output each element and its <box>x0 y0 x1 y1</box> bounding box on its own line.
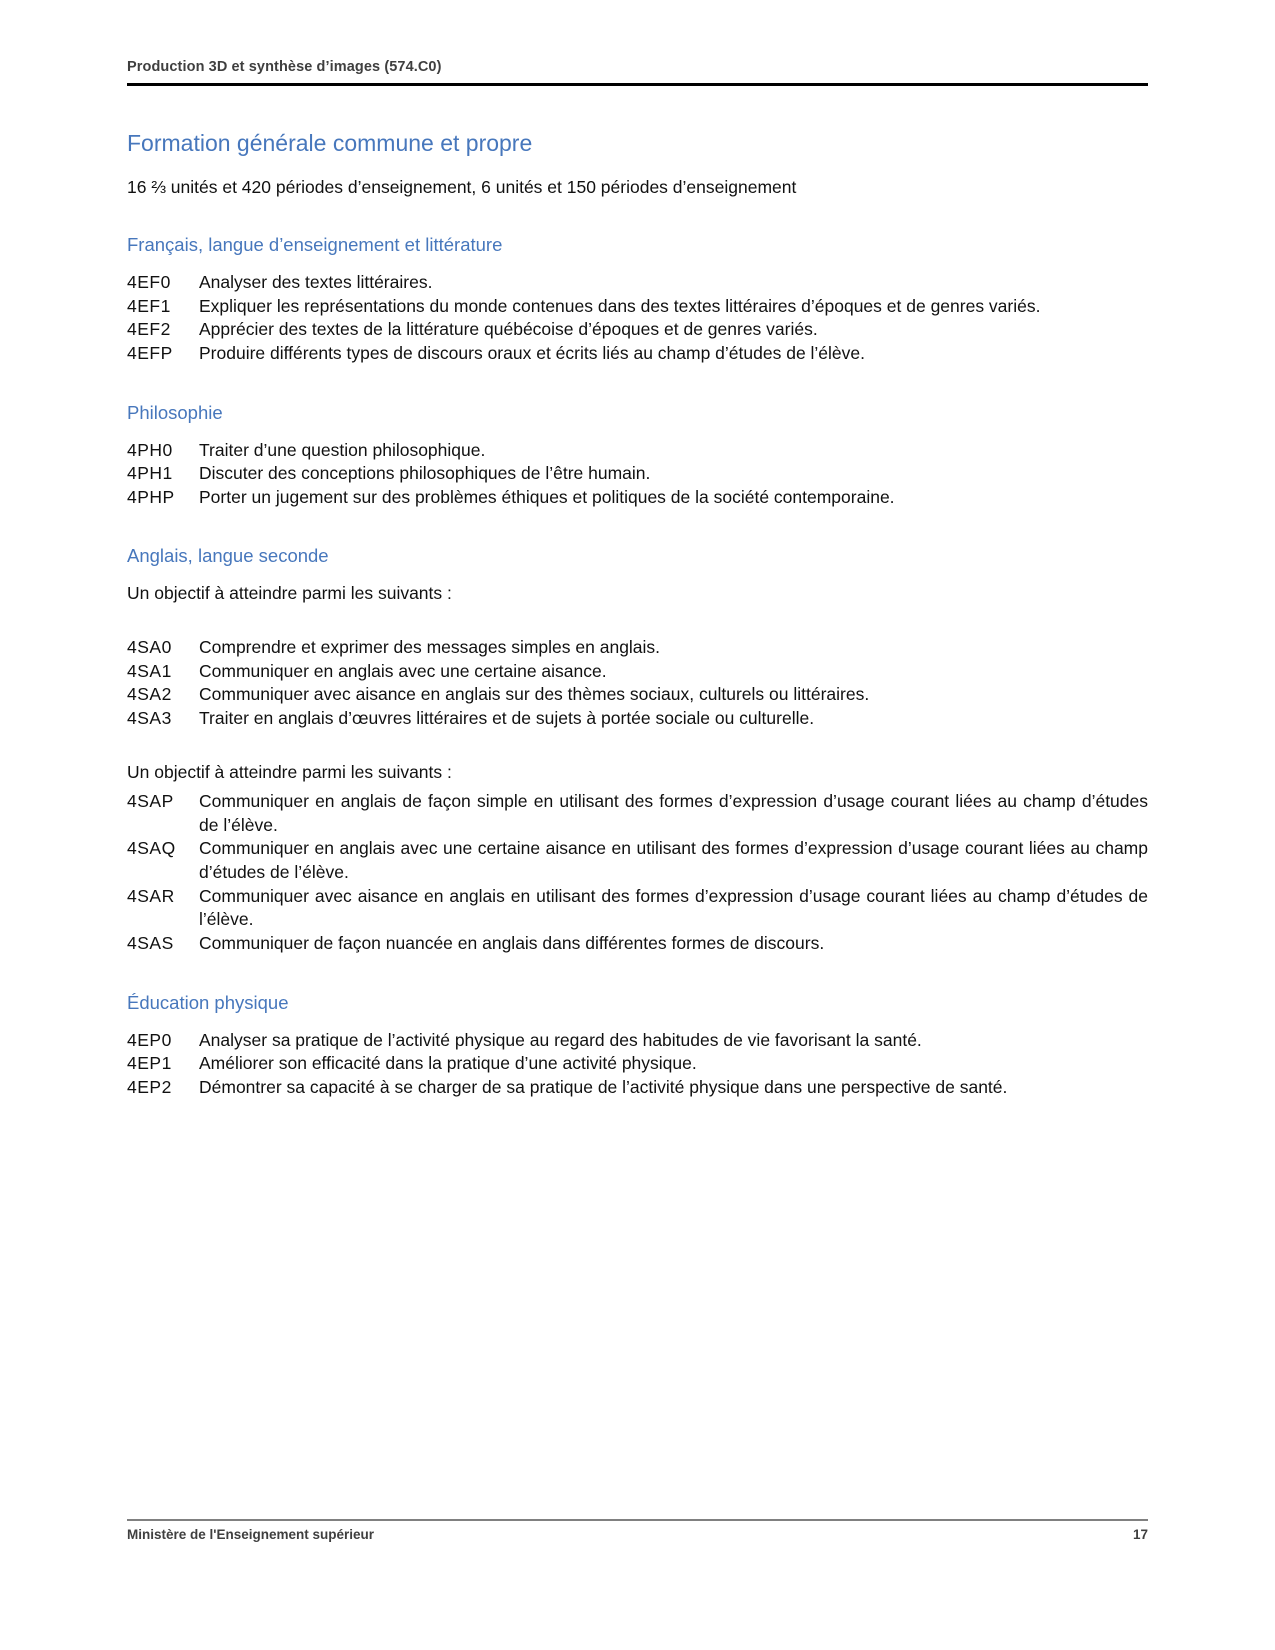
course-row <box>127 707 1148 731</box>
section <box>127 545 1148 955</box>
footer-page-number: 17 <box>1132 1527 1148 1542</box>
course-description: Améliorer son efficacité dans la pratique d’une activité physique. <box>199 1053 697 1074</box>
course-row <box>127 486 1148 510</box>
footer-ministry-label: Ministère de l'Enseignement supérieur <box>127 1527 375 1542</box>
course-description: Porter un jugement sur des problèmes éthiques et politiques de la société contemporaine. <box>199 486 895 507</box>
course-row <box>127 462 1148 486</box>
section <box>127 234 1148 366</box>
section-heading: Anglais, langue seconde <box>127 545 329 567</box>
course-list <box>127 790 1148 955</box>
course-description: Discuter des conceptions philosophiques de l’être humain. <box>199 463 651 484</box>
course-description: Analyser des textes littéraires. <box>199 272 433 292</box>
course-list <box>127 1029 1148 1100</box>
page-footer <box>127 1519 1148 1542</box>
section <box>127 402 1148 510</box>
course-row <box>127 271 1148 295</box>
course-row <box>127 837 1148 884</box>
course-description: Traiter en anglais d’œuvres littéraires et de sujets à portée sociale ou culturelle. <box>199 707 815 728</box>
sections <box>127 234 1148 1099</box>
course-row <box>127 318 1148 342</box>
course-code: 4EF2 <box>127 319 171 340</box>
course-code: 4EF0 <box>127 272 171 292</box>
course-row <box>127 439 1148 463</box>
page-header <box>127 58 1148 86</box>
course-code: 4SA2 <box>127 684 172 705</box>
course-description: Communiquer en anglais avec une certaine aisance en utilisant des formes d’expression d’usage courant liées au champ d’études de l’élève. <box>199 838 1148 882</box>
course-code: 4EF1 <box>127 295 171 316</box>
objective-intro-paragraph: Un objectif à atteindre parmi les suivants : <box>127 583 452 604</box>
course-description: Communiquer de façon nuancée en anglais dans différentes formes de discours. <box>199 932 825 953</box>
course-description: Communiquer avec aisance en anglais sur des thèmes sociaux, culturels ou littéraires. <box>199 684 870 705</box>
course-list <box>127 636 1148 731</box>
course-description: Analyser sa pratique de l’activité physique au regard des habitudes de vie favorisant la santé. <box>199 1029 922 1050</box>
course-code: 4EP1 <box>127 1053 172 1074</box>
course-description: Démontrer sa capacité à se charger de sa pratique de l’activité physique dans une perspective de santé. <box>199 1076 1008 1097</box>
course-code: 4EFP <box>127 342 173 363</box>
course-code: 4SAR <box>127 885 175 906</box>
course-code: 4SA3 <box>127 707 172 728</box>
course-description: Communiquer en anglais de façon simple en utilisant des formes d’expression d’usage courant liées au champ d’études de l’élève. <box>199 791 1148 835</box>
page-subtitle: 16 ⅔ unités et 420 périodes d’enseignement, 6 unités et 150 périodes d’enseignement <box>127 177 797 197</box>
course-list <box>127 439 1148 510</box>
course-row <box>127 683 1148 707</box>
objective-intro-paragraph: Un objectif à atteindre parmi les suivants : <box>127 761 452 782</box>
course-row <box>127 1029 1148 1053</box>
course-row <box>127 295 1148 319</box>
course-row <box>127 342 1148 366</box>
course-code: 4SAS <box>127 932 174 953</box>
section-heading: Éducation physique <box>127 991 289 1013</box>
course-code: 4SAQ <box>127 838 176 859</box>
header-title: Production 3D et synthèse d’images (574.C0) <box>127 59 442 75</box>
course-description: Comprendre et exprimer des messages simples en anglais. <box>199 637 661 657</box>
course-row <box>127 1076 1148 1100</box>
course-description: Apprécier des textes de la littérature québécoise d’époques et de genres variés. <box>199 319 818 340</box>
course-row <box>127 660 1148 684</box>
course-description: Communiquer en anglais avec une certaine aisance. <box>199 660 607 681</box>
course-code: 4PH0 <box>127 439 173 460</box>
course-list <box>127 271 1148 366</box>
section-heading: Français, langue d’enseignement et littérature <box>127 234 503 255</box>
course-code: 4SA0 <box>127 637 172 657</box>
course-row <box>127 885 1148 932</box>
course-code: 4EP0 <box>127 1029 172 1050</box>
section <box>127 992 1148 1100</box>
course-code: 4PH1 <box>127 463 173 484</box>
course-row <box>127 932 1148 956</box>
course-row <box>127 636 1148 660</box>
course-code: 4PHP <box>127 486 175 507</box>
page-title: Formation générale commune et propre <box>127 130 533 156</box>
course-row <box>127 790 1148 837</box>
course-description: Traiter d’une question philosophique. <box>199 439 486 460</box>
course-description: Communiquer avec aisance en anglais en utilisant des formes d’expression d’usage courant liées au champ d’études de l’élève. <box>199 885 1148 930</box>
section-heading: Philosophie <box>127 401 223 423</box>
course-code: 4SA1 <box>127 660 172 681</box>
course-description: Expliquer les représentations du monde contenues dans des textes littéraires d’époques et de genres variés. <box>199 295 1041 316</box>
course-description: Produire différents types de discours oraux et écrits liés au champ d’études de l’élève. <box>199 342 866 363</box>
course-row <box>127 1052 1148 1076</box>
course-code: 4SAP <box>127 791 174 812</box>
course-code: 4EP2 <box>127 1076 172 1097</box>
